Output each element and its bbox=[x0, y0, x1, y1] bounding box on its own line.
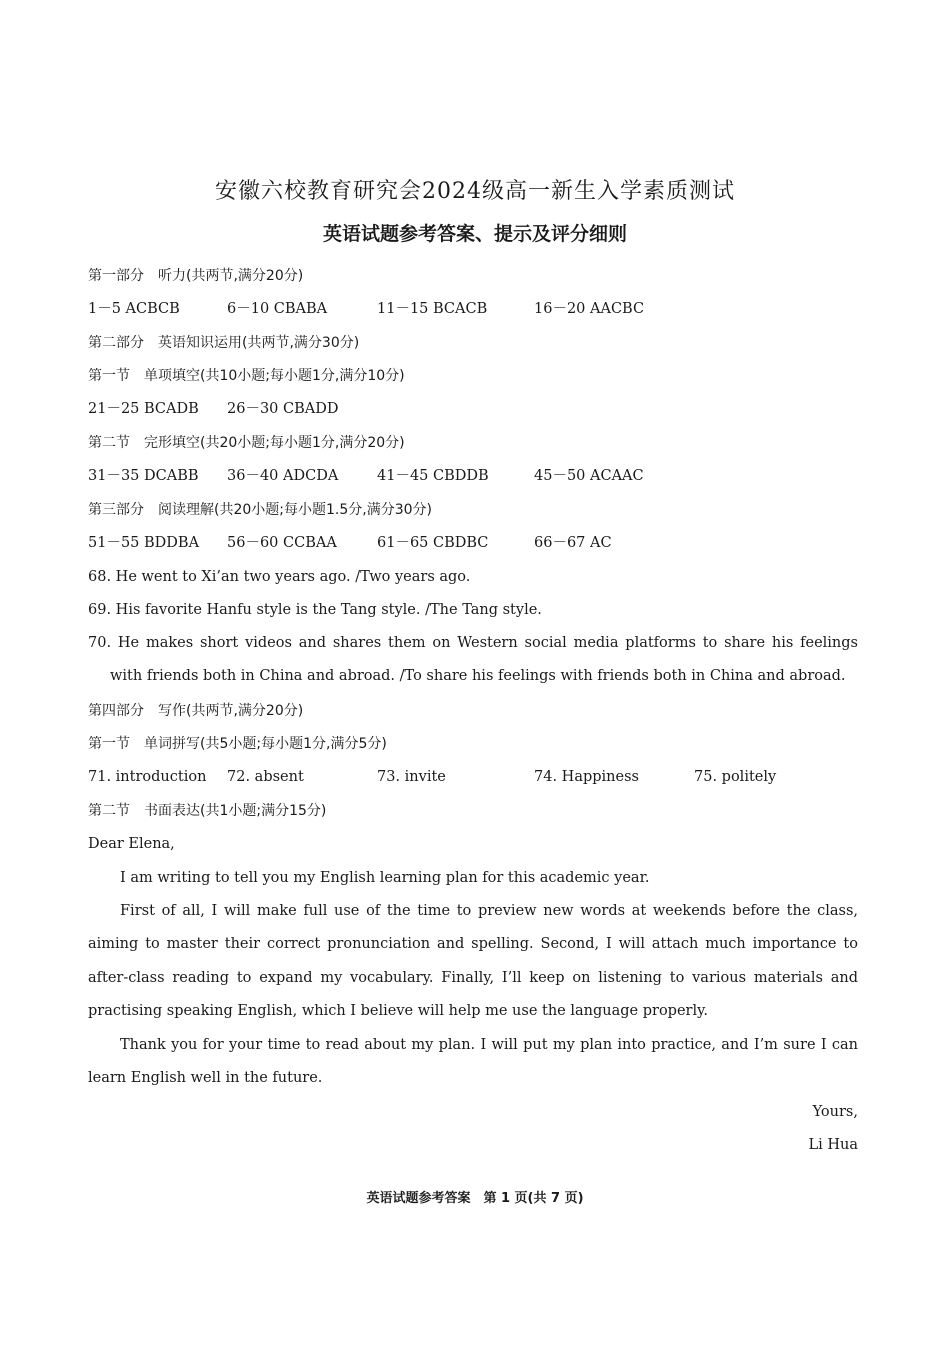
answer-68: 68. He went to Xi’an two years ago. /Two years ago. bbox=[88, 569, 471, 585]
answer-70-text: 70. He makes short videos and shares them on Western social media platforms to share his feelings with friends both in China and abroad. /To share his feelings with friends both in China and abroad. bbox=[88, 635, 858, 685]
part2-heading: 第二部分 英语知识运用(共两节,满分30分) bbox=[88, 335, 360, 351]
answer-group: 41－45 CBDDB bbox=[377, 468, 489, 484]
answer-group: 66－67 AC bbox=[534, 535, 612, 551]
answer-70 bbox=[88, 627, 858, 694]
letter-greeting: Dear Elena, bbox=[88, 836, 175, 852]
letter-closing: Yours, bbox=[812, 1104, 858, 1120]
answer-group: 26－30 CBADD bbox=[227, 401, 339, 417]
answer-group: 51－55 BDDBA bbox=[88, 535, 200, 551]
part4-section2-heading: 第二节 书面表达(共1小题;满分15分) bbox=[88, 803, 327, 819]
letter-paragraph-2: First of all, I will make full use of the time to preview new words at weekends before the class, aiming to master their correct pronunciation and spelling. Second, I will attach much importance to after-class reading to expand my vocabulary. Finally, I’ll keep on listening to various materials and practising speaking English, which I believe will help me use the language properly. bbox=[88, 903, 858, 1020]
answer-group: 1－5 ACBCB bbox=[88, 301, 180, 317]
answer-group: 31－35 DCABB bbox=[88, 468, 199, 484]
answer-group: 61－65 CBDBC bbox=[377, 535, 489, 551]
answer-group: 56－60 CCBAA bbox=[227, 535, 337, 551]
answer-word: 72. absent bbox=[227, 769, 304, 785]
page-subtitle: 英语试题参考答案、提示及评分细则 bbox=[322, 223, 627, 245]
answer-word: 73. invite bbox=[377, 769, 446, 785]
part4-heading: 第四部分 写作(共两节,满分20分) bbox=[88, 703, 304, 719]
part4-section1-heading: 第一节 单词拼写(共5小题;每小题1分,满分5分) bbox=[88, 736, 387, 752]
part1-heading: 第一部分 听力(共两节,满分20分) bbox=[88, 268, 304, 284]
letter-signature: Li Hua bbox=[808, 1137, 858, 1153]
answer-group: 16－20 AACBC bbox=[534, 301, 645, 317]
answer-group: 21－25 BCADB bbox=[88, 401, 199, 417]
answer-group: 45－50 ACAAC bbox=[534, 468, 644, 484]
part2-section2-heading: 第二节 完形填空(共20小题;每小题1分,满分20分) bbox=[88, 435, 405, 451]
part3-heading: 第三部分 阅读理解(共20小题;每小题1.5分,满分30分) bbox=[88, 502, 432, 518]
page-title: 安徽六校教育研究会2024级高一新生入学素质测试 bbox=[215, 179, 735, 204]
answer-word: 74. Happiness bbox=[534, 769, 639, 785]
answer-group: 6－10 CBABA bbox=[227, 301, 328, 317]
answer-group: 36－40 ADCDA bbox=[227, 468, 339, 484]
answer-word: 71. introduction bbox=[88, 769, 207, 785]
answer-word: 75. politely bbox=[694, 769, 777, 785]
letter-paragraph-1: I am writing to tell you my English learning plan for this academic year. bbox=[120, 870, 650, 886]
letter-paragraph-3: Thank you for your time to read about my plan. I will put my plan into practice, and I’m sure I can learn English well in the future. bbox=[88, 1037, 858, 1087]
answer-69: 69. His favorite Hanfu style is the Tang style. /The Tang style. bbox=[88, 602, 542, 618]
answer-group: 11－15 BCACB bbox=[377, 301, 488, 317]
part2-section1-heading: 第一节 单项填空(共10小题;每小题1分,满分10分) bbox=[88, 368, 405, 384]
page-footer: 英语试题参考答案 第 1 页(共 7 页) bbox=[366, 1191, 584, 1206]
